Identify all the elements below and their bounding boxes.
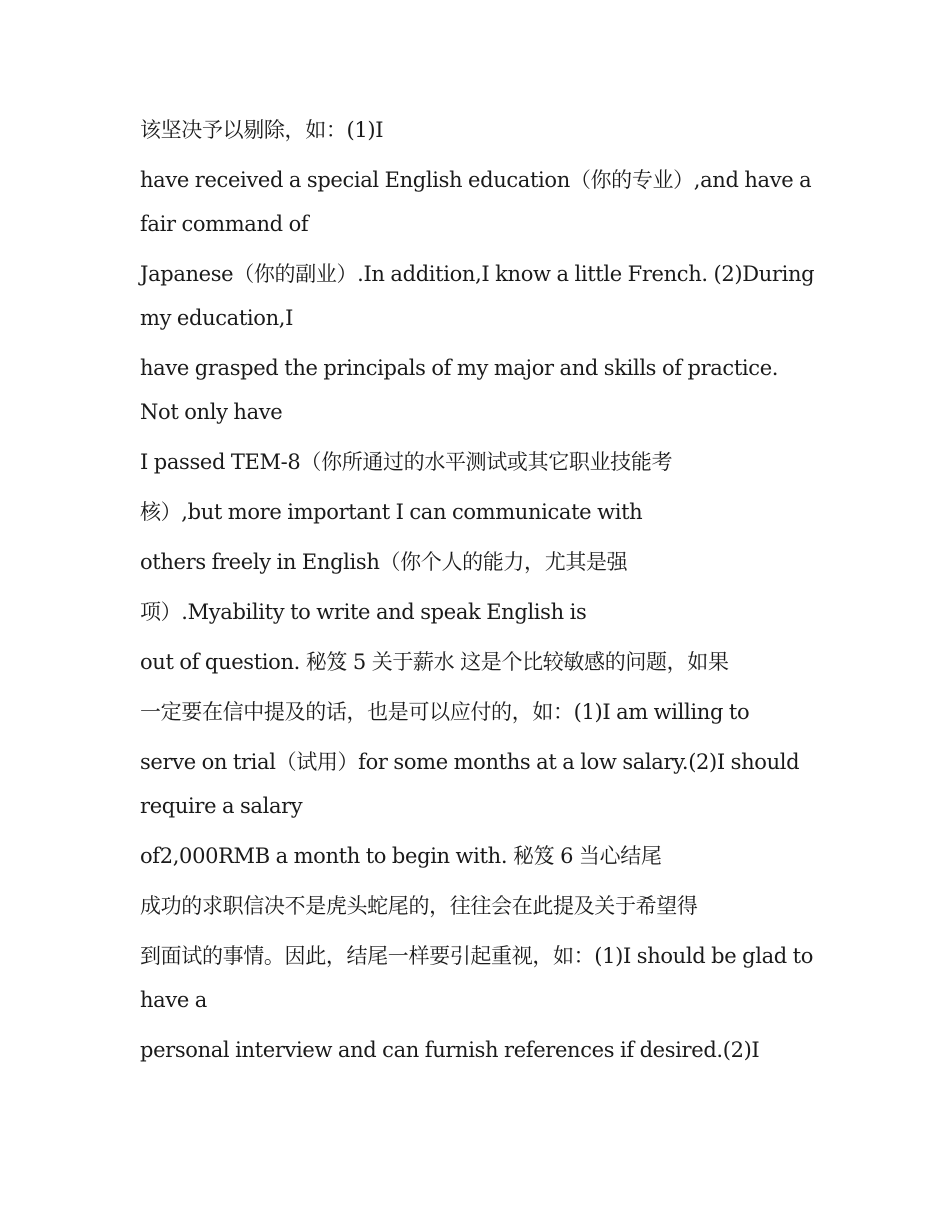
text-line-9: out of question. 秘笈 5 关于薪水 这是个比较敏感的问题，如果: [140, 650, 729, 674]
text-line-3: Japanese（你的副业）.In addition,I know a little French. (2)During my education,I: [140, 262, 815, 330]
text-line-10: 一定要在信中提及的话，也是可以应付的，如：(1)I am willing to: [140, 700, 750, 724]
text-line-5: I passed TEM-8（你所通过的水平测试或其它职业技能考: [140, 450, 673, 474]
text-line-4: have grasped the principals of my major and skills of practice. Not only have: [140, 356, 779, 424]
text-line-1: 该坚决予以剔除，如：(1)I: [140, 118, 384, 142]
text-line-2: have received a special English education（你的专业）,and have a fair command of: [140, 168, 812, 236]
text-line-11: serve on trial（试用）for some months at a low salary.(2)I should require a salary: [140, 750, 800, 818]
text-line-15: personal interview and can furnish references if desired.(2)I: [140, 1038, 760, 1062]
text-line-14: 到面试的事情。因此，结尾一样要引起重视，如：(1)I should be glad to have a: [140, 944, 814, 1012]
document-body: [140, 108, 820, 1078]
text-line-13: 成功的求职信决不是虎头蛇尾的，往往会在此提及关于希望得: [140, 894, 698, 918]
text-line-8: 项）.Myability to write and speak English is: [140, 600, 587, 624]
text-line-12: of2,000RMB a month to begin with. 秘笈 6 当心结尾: [140, 844, 662, 868]
text-line-6: 核）,but more important I can communicate with: [140, 500, 643, 524]
text-line-7: others freely in English（你个人的能力，尤其是强: [140, 550, 628, 574]
